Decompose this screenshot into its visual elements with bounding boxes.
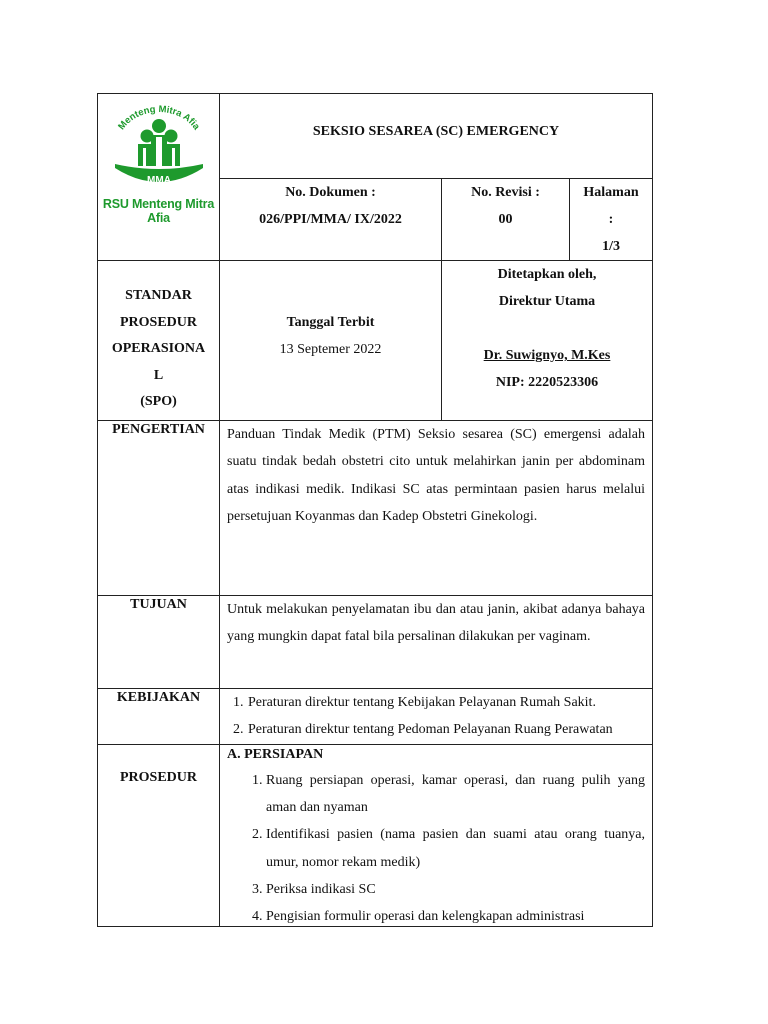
revision-label: No. Revisi : bbox=[471, 185, 540, 200]
approval-cell bbox=[442, 261, 653, 421]
document-title: SEKSIO SESAREA (SC) EMERGENCY bbox=[220, 94, 653, 179]
kebijakan-label: KEBIJAKAN bbox=[98, 689, 220, 745]
spo-document bbox=[97, 93, 652, 927]
spo-line: L bbox=[153, 367, 164, 383]
page-value: 1/3 bbox=[602, 239, 620, 254]
tujuan-cell bbox=[220, 596, 653, 689]
prosedur-list bbox=[220, 767, 652, 926]
svg-text:MMA: MMA bbox=[146, 175, 171, 186]
tujuan-label: TUJUAN bbox=[98, 596, 220, 689]
spo-line: PROSEDUR bbox=[119, 314, 197, 330]
page-cell bbox=[570, 179, 653, 261]
approval-position: Direktur Utama bbox=[498, 294, 596, 309]
tujuan-text: Untuk melakukan penyelamatan ibu dan atau janin, akibat adanya bahaya yang mungkin dapat fatal bila persalinan dilakukan per vaginam. bbox=[227, 602, 646, 645]
svg-text:Menteng Mitra Afia: Menteng Mitra Afia bbox=[115, 104, 202, 133]
pengertian-label: PENGERTIAN bbox=[98, 421, 220, 596]
kebijakan-list bbox=[220, 689, 652, 743]
spo-line: (SPO) bbox=[140, 394, 177, 409]
doc-number-cell bbox=[220, 179, 442, 261]
approval-signer: Dr. Suwignyo, M.Kes bbox=[483, 348, 611, 363]
spo-label-cell bbox=[98, 261, 220, 421]
approval-nip: NIP: 2220523306 bbox=[495, 375, 599, 390]
kebijakan-cell bbox=[220, 689, 653, 745]
spo-line: STANDAR bbox=[125, 288, 192, 303]
hospital-logo-icon bbox=[107, 104, 211, 190]
prosedur-cell bbox=[220, 745, 653, 927]
list-item: 2. Peraturan direktur tentang Pedoman Pelayanan Ruang Perawatan bbox=[247, 716, 645, 743]
list-item: 2. Identifikasi pasien (nama pasien dan suami atau orang tuanya, umur, nomor rekam medik) bbox=[266, 821, 645, 875]
hospital-name: RSU Menteng Mitra Afia bbox=[102, 197, 215, 225]
list-item: 1. Peraturan direktur tentang Kebijakan Pelayanan Rumah Sakit. bbox=[247, 689, 645, 716]
spo-table bbox=[97, 93, 653, 927]
pengertian-text: Panduan Tindak Medik (PTM) Seksio sesarea (SC) emergensi adalah suatu tindak bedah obstetri cito untuk melahirkan janin per abdominam atas indikasi medik. Indikasi SC atas permintaan pasien harus melalui persetujuan Koyanmas dan Kadep Obstetri Ginekologi. bbox=[227, 427, 646, 524]
doc-number-value: 026/PPI/MMA/ IX/2022 bbox=[259, 212, 402, 227]
logo-cell bbox=[98, 94, 220, 261]
approval-set-by: Ditetapkan oleh, bbox=[497, 267, 597, 282]
list-item: 1. Ruang persiapan operasi, kamar operasi, dan ruang pulih yang aman dan nyaman bbox=[266, 767, 645, 821]
issue-date-label: Tanggal Terbit bbox=[286, 315, 375, 330]
page-colon: : bbox=[608, 212, 614, 227]
list-item: 4. Pengisian formulir operasi dan kelengkapan administrasi bbox=[266, 903, 645, 926]
revision-value: 00 bbox=[498, 212, 513, 227]
prosedur-heading: A. PERSIAPAN bbox=[227, 747, 324, 762]
pengertian-cell bbox=[220, 421, 653, 596]
page-label: Halaman bbox=[583, 185, 639, 200]
issue-date-value: 13 Septemer 2022 bbox=[279, 342, 382, 357]
prosedur-label: PROSEDUR bbox=[98, 745, 220, 927]
issue-date-cell bbox=[220, 261, 442, 421]
spo-line: OPERASIONA bbox=[111, 341, 206, 356]
list-item: 3. Periksa indikasi SC bbox=[266, 876, 645, 903]
revision-cell bbox=[442, 179, 570, 261]
doc-number-label: No. Dokumen : bbox=[285, 185, 376, 200]
